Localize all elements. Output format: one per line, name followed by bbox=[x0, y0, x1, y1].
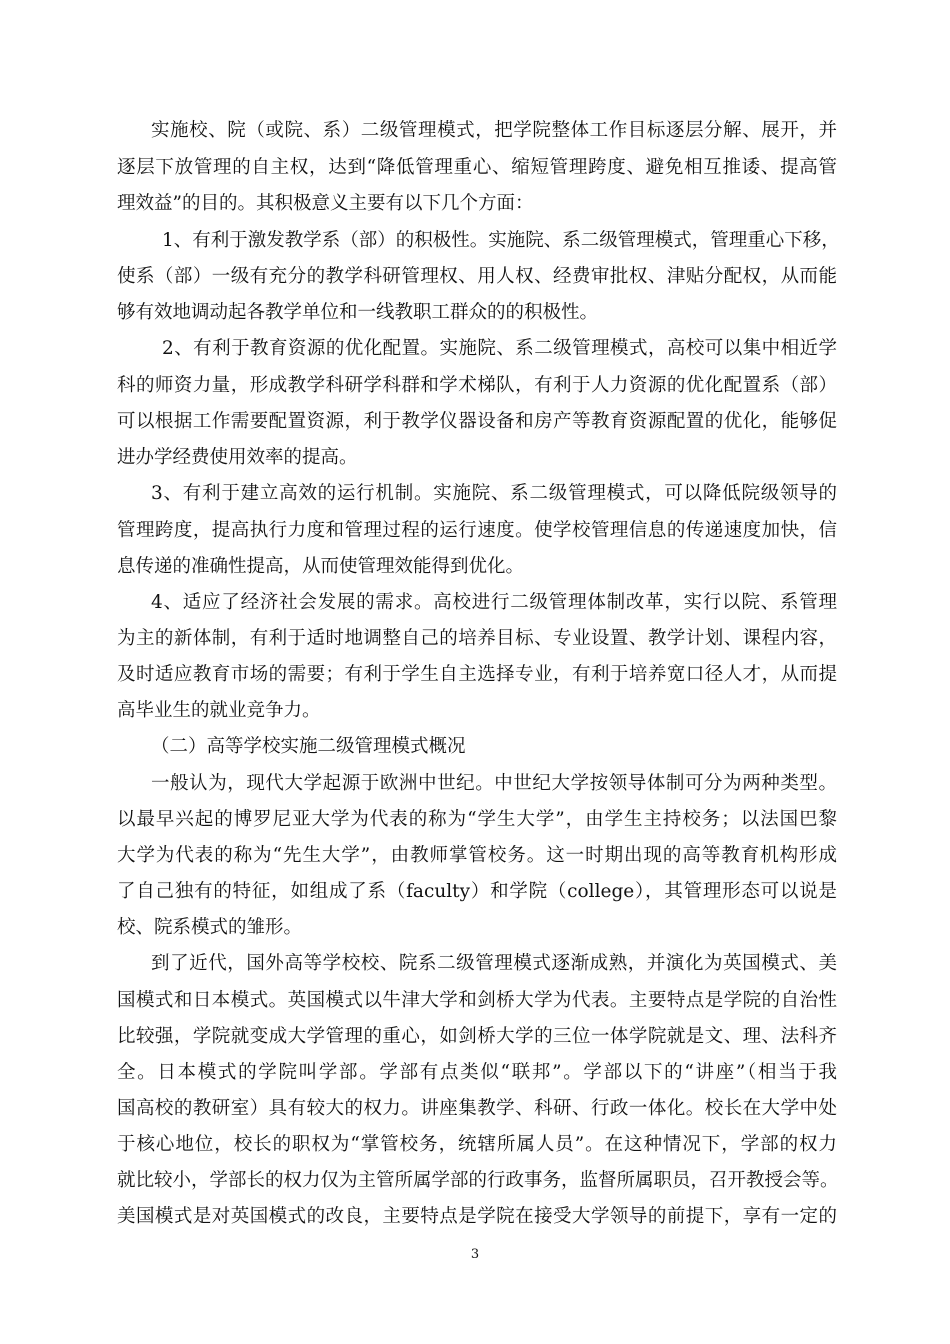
text-line: 以最早兴起的博罗尼亚大学为代表的称为“学生大学”，由学生主持校务；以法国巴黎 bbox=[117, 809, 837, 830]
text-line: 可以根据工作需要配置资源，利于教学仪器设备和房产等教育资源配置的优化，能够促 bbox=[117, 411, 837, 432]
text-line: 高毕业生的就业竞争力。 bbox=[117, 700, 321, 721]
text-line: 3、有利于建立高效的运行机制。实施院、系二级管理模式，可以降低院级领导的 bbox=[151, 483, 837, 504]
text-line: 理效益”的目的。其积极意义主要有以下几个方面： bbox=[117, 193, 534, 214]
text-line: 了自己独有的特征，如组成了系（faculty）和学院（college），其管理形态可以说是 bbox=[117, 881, 837, 902]
text-line: 全。日本模式的学院叫学部。学部有点类似“联邦”。学部以下的“讲座”（相当于我 bbox=[117, 1062, 837, 1083]
text-line: 国模式和日本模式。英国模式以牛津大学和剑桥大学为代表。主要特点是学院的自治性 bbox=[117, 990, 837, 1011]
text-line: 逐层下放管理的自主权，达到“降低管理重心、缩短管理跨度、避免相互推诿、提高管 bbox=[117, 157, 837, 178]
text-line: 比较强，学院就变成大学管理的重心，如剑桥大学的三位一体学院就是文、理、法科齐 bbox=[117, 1026, 837, 1047]
text-line: 校、院系模式的雏形。 bbox=[117, 917, 303, 938]
text-line: 于核心地位，校长的职权为“掌管校务，统辖所属人员”。在这种情况下，学部的权力 bbox=[117, 1134, 837, 1155]
text-line: 够有效地调动起各教学单位和一线教职工群众的的积极性。 bbox=[117, 302, 599, 323]
text-line: 4、适应了经济社会发展的需求。高校进行二级管理体制改革，实行以院、系管理 bbox=[151, 592, 837, 613]
text-line: 息传递的准确性提高，从而使管理效能得到优化。 bbox=[117, 556, 525, 577]
text-line: 大学为代表的称为“先生大学”，由教师掌管校务。这一时期出现的高等教育机构形成 bbox=[117, 845, 837, 866]
text-line: 管理跨度，提高执行力度和管理过程的运行速度。使学校管理信息的传递速度加快，信 bbox=[117, 520, 837, 541]
text-line: 使系（部）一级有充分的教学科研管理权、用人权、经费审批权、津贴分配权，从而能 bbox=[117, 266, 837, 287]
text-line: 2、有利于教育资源的优化配置。实施院、系二级管理模式，高校可以集中相近学 bbox=[162, 338, 837, 359]
page-number: 3 bbox=[470, 1247, 480, 1262]
text-line: 到了近代，国外高等学校校、院系二级管理模式逐渐成熟，并演化为英国模式、美 bbox=[151, 953, 837, 974]
text-line: 美国模式是对英国模式的改良，主要特点是学院在接受大学领导的前提下，享有一定的 bbox=[117, 1206, 837, 1227]
text-line: 就比较小，学部长的权力仅为主管所属学部的行政事务，监督所属职员，召开教授会等。 bbox=[117, 1170, 839, 1191]
text-line: 1、有利于激发教学系（部）的积极性。实施院、系二级管理模式，管理重心下移， bbox=[162, 230, 840, 251]
text-line: 及时适应教育市场的需要；有利于学生自主选择专业，有利于培养宽口径人才，从而提 bbox=[117, 664, 837, 685]
text-line: 为主的新体制，有利于适时地调整自己的培养目标、专业设置、教学计划、课程内容， bbox=[117, 628, 837, 649]
text-line: 进办学经费使用效率的提高。 bbox=[117, 447, 358, 468]
text-line: 科的师资力量，形成教学科研学科群和学术梯队，有利于人力资源的优化配置系（部） bbox=[117, 375, 837, 396]
text-line: 一般认为，现代大学起源于欧洲中世纪。中世纪大学按领导体制可分为两种类型。 bbox=[151, 773, 837, 794]
section-heading: （二）高等学校实施二级管理模式概况 bbox=[151, 736, 466, 757]
text-line: 国高校的教研室）具有较大的权力。讲座集教学、科研、行政一体化。校长在大学中处 bbox=[117, 1098, 837, 1119]
text-line: 实施校、院（或院、系）二级管理模式，把学院整体工作目标逐层分解、展开，并 bbox=[151, 120, 837, 141]
